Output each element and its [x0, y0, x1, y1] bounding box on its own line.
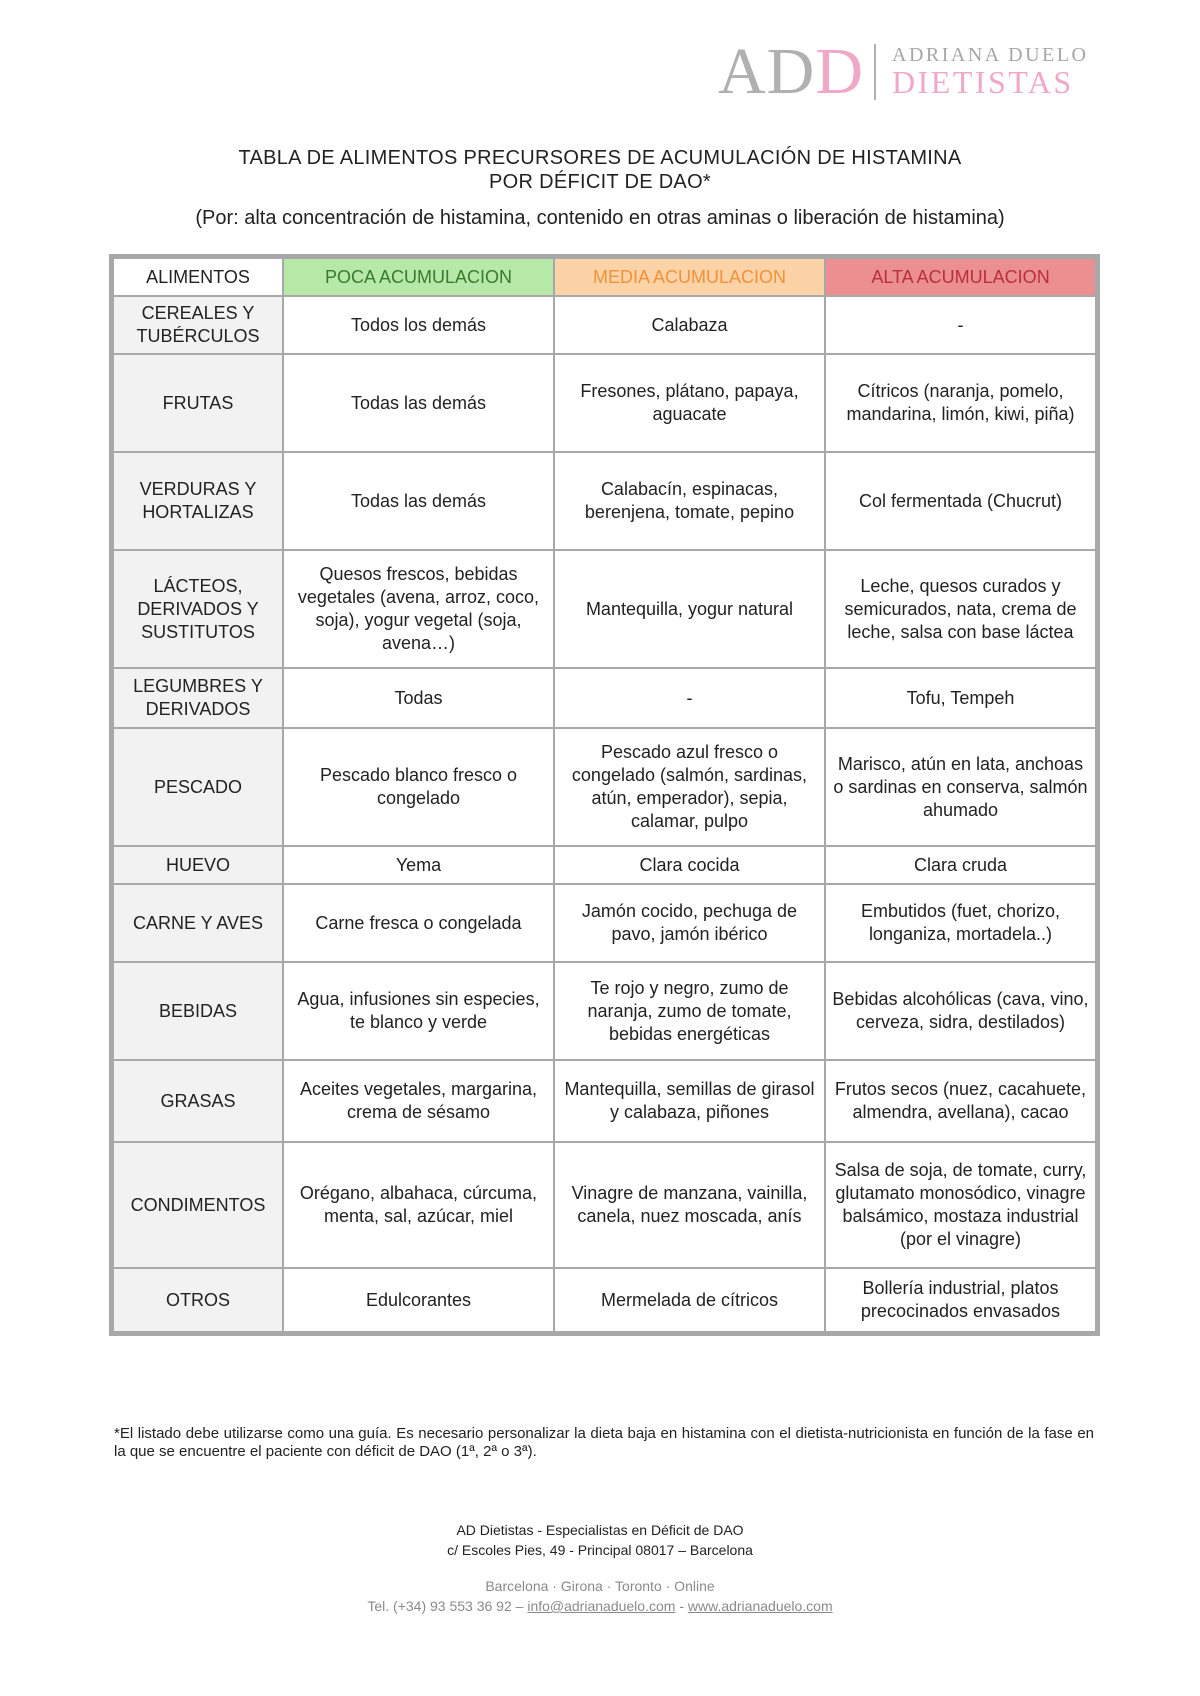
- row-category: LEGUMBRES Y DERIVADOS: [113, 668, 283, 728]
- table-row: [113, 962, 1096, 1060]
- row-category: HUEVO: [113, 846, 283, 884]
- header-high-accumulation: ALTA ACUMULACION: [825, 258, 1096, 296]
- row-category: BEBIDAS: [113, 962, 283, 1060]
- table-row: [113, 296, 1096, 354]
- cell-medium: Clara cocida: [554, 846, 825, 884]
- footer-separator: -: [679, 1598, 684, 1614]
- row-category: VERDURAS Y HORTALIZAS: [113, 452, 283, 550]
- table-row: [113, 1268, 1096, 1332]
- header-low-accumulation: POCA ACUMULACION: [283, 258, 554, 296]
- cell-low: Yema: [283, 846, 554, 884]
- cell-medium: Fresones, plátano, papaya, aguacate: [554, 354, 825, 452]
- table-row: [113, 884, 1096, 962]
- cell-medium: Mantequilla, yogur natural: [554, 550, 825, 668]
- document-title: [0, 146, 1200, 194]
- cell-high: -: [825, 296, 1096, 354]
- logo-letter-d: D: [766, 35, 816, 108]
- cell-low: Todos los demás: [283, 296, 554, 354]
- cell-high: Clara cruda: [825, 846, 1096, 884]
- logo-name: ADRIANA DUELO: [892, 43, 1089, 66]
- row-category: CONDIMENTOS: [113, 1142, 283, 1268]
- cell-high: Embutidos (fuet, chorizo, longaniza, mortadela..): [825, 884, 1096, 962]
- table-row: [113, 550, 1096, 668]
- table-row: [113, 1060, 1096, 1142]
- cell-medium: Mantequilla, semillas de girasol y calabaza, piñones: [554, 1060, 825, 1142]
- cell-high: Col fermentada (Chucrut): [825, 452, 1096, 550]
- header-medium-accumulation: MEDIA ACUMULACION: [554, 258, 825, 296]
- cell-medium: Pescado azul fresco o congelado (salmón, sardinas, atún, emperador), sepia, calamar, pulpo: [554, 728, 825, 846]
- header-food: ALIMENTOS: [113, 258, 283, 296]
- cell-high: Bebidas alcohólicas (cava, vino, cerveza, sidra, destilados): [825, 962, 1096, 1060]
- logo-divider: [874, 44, 876, 100]
- cell-medium: Te rojo y negro, zumo de naranja, zumo de tomate, bebidas energéticas: [554, 962, 825, 1060]
- logo-letter-a: A: [718, 35, 767, 108]
- cell-low: Quesos frescos, bebidas vegetales (avena, arroz, coco, soja), yogur vegetal (soja, avena…): [283, 550, 554, 668]
- cell-high: Leche, quesos curados y semicurados, nata, crema de leche, salsa con base láctea: [825, 550, 1096, 668]
- footer-phone: Tel. (+34) 93 553 36 92 –: [367, 1598, 524, 1614]
- title-line-2: POR DÉFICIT DE DAO*: [488, 171, 712, 193]
- cell-medium: Jamón cocido, pechuga de pavo, jamón ibérico: [554, 884, 825, 962]
- footer-company: AD Dietistas - Especialistas en Déficit de DAO: [456, 1522, 744, 1538]
- cell-low: Pescado blanco fresco o congelado: [283, 728, 554, 846]
- footer-address: c/ Escoles Pies, 49 - Principal 08017 – Barcelona: [447, 1542, 753, 1558]
- cell-high: Frutos secos (nuez, cacahuete, almendra, avellana), cacao: [825, 1060, 1096, 1142]
- row-category: FRUTAS: [113, 354, 283, 452]
- cell-medium: Calabaza: [554, 296, 825, 354]
- cell-high: Salsa de soja, de tomate, curry, glutamato monosódico, vinagre balsámico, mostaza industrial (por el vinagre): [825, 1142, 1096, 1268]
- table-row: [113, 728, 1096, 846]
- cell-medium: -: [554, 668, 825, 728]
- title-line-1: TABLA DE ALIMENTOS PRECURSORES DE ACUMULACIÓN DE HISTAMINA: [238, 147, 962, 169]
- cell-high: Marisco, atún en lata, anchoas o sardinas en conserva, salmón ahumado: [825, 728, 1096, 846]
- footer-contact: [0, 1598, 1200, 1614]
- cell-low: Agua, infusiones sin especies, te blanco y verde: [283, 962, 554, 1060]
- row-category: PESCADO: [113, 728, 283, 846]
- cell-medium: Vinagre de manzana, vainilla, canela, nuez moscada, anís: [554, 1142, 825, 1268]
- table-row: [113, 846, 1096, 884]
- cell-low: Carne fresca o congelada: [283, 884, 554, 962]
- logo-letter-d-pink: D: [815, 35, 865, 108]
- table-row: [113, 354, 1096, 452]
- cell-low: Todas: [283, 668, 554, 728]
- table-row: [113, 668, 1096, 728]
- cell-low: Aceites vegetales, margarina, crema de sésamo: [283, 1060, 554, 1142]
- cell-low: Orégano, albahaca, cúrcuma, menta, sal, azúcar, miel: [283, 1142, 554, 1268]
- food-table: [112, 257, 1097, 1333]
- table-row: [113, 452, 1096, 550]
- logo-subtitle: DIETISTAS: [892, 63, 1074, 100]
- table-row: [113, 1142, 1096, 1268]
- logo-mark: [718, 35, 865, 108]
- document-subtitle: (Por: alta concentración de histamina, contenido en otras aminas o liberación de histamina): [195, 207, 1005, 229]
- footer-locations: Barcelona · Girona · Toronto · Online: [485, 1578, 715, 1594]
- footer-website-link[interactable]: www.adrianaduelo.com: [687, 1598, 833, 1614]
- row-category: CEREALES Y TUBÉRCULOS: [113, 296, 283, 354]
- cell-high: Bollería industrial, platos precocinados envasados: [825, 1268, 1096, 1332]
- logo-text: [892, 45, 1088, 100]
- cell-medium: Mermelada de cítricos: [554, 1268, 825, 1332]
- footnote: *El listado debe utilizarse como una guía. Es necesario personalizar la dieta baja en histamina con el dietista-nutricionista en función de la fase en la que se encuentre el paciente con déficit de DAO (1ª, 2ª o 3ª).: [114, 1425, 1094, 1460]
- cell-high: Cítricos (naranja, pomelo, mandarina, limón, kiwi, piña): [825, 354, 1096, 452]
- cell-medium: Calabacín, espinacas, berenjena, tomate, pepino: [554, 452, 825, 550]
- cell-low: Todas las demás: [283, 354, 554, 452]
- row-category: OTROS: [113, 1268, 283, 1332]
- row-category: LÁCTEOS, DERIVADOS Y SUSTITUTOS: [113, 550, 283, 668]
- company-logo: [718, 35, 1089, 108]
- row-category: GRASAS: [113, 1060, 283, 1142]
- cell-low: Todas las demás: [283, 452, 554, 550]
- row-category: CARNE Y AVES: [113, 884, 283, 962]
- cell-high: Tofu, Tempeh: [825, 668, 1096, 728]
- footer-email-link[interactable]: info@adrianaduelo.com: [527, 1598, 676, 1614]
- histamine-table: [109, 254, 1100, 1336]
- cell-low: Edulcorantes: [283, 1268, 554, 1332]
- table-header-row: [113, 258, 1096, 296]
